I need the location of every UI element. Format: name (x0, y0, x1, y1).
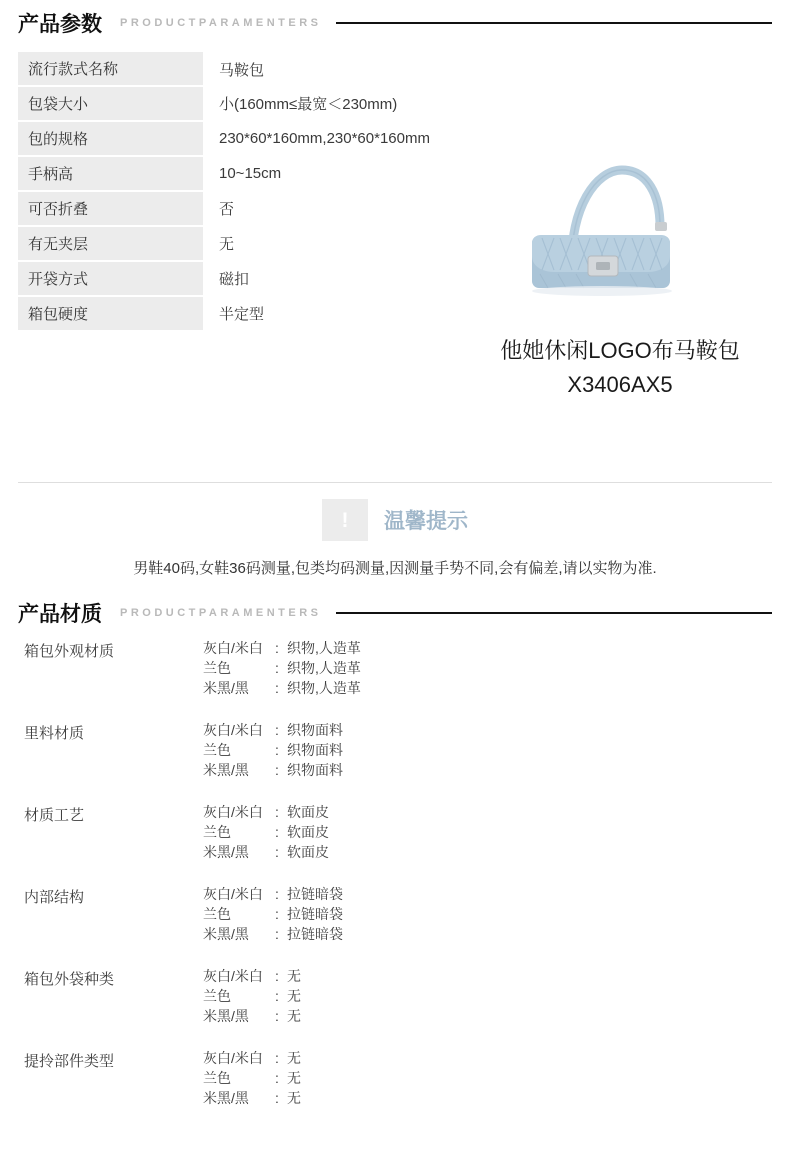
material-separator: : (275, 988, 279, 1004)
material-line (203, 638, 772, 658)
material-separator: : (275, 1070, 279, 1086)
material-value: 织物面料 (287, 742, 343, 758)
material-values (203, 802, 772, 862)
material-separator: : (275, 722, 279, 738)
list-item (18, 720, 772, 780)
material-value: 软面皮 (287, 824, 329, 840)
material-color: 米黑/黑 (203, 762, 249, 778)
material-label: 里料材质 (24, 725, 85, 742)
material-line (203, 822, 772, 842)
product-code: X3406AX5 (567, 372, 673, 398)
material-color: 米黑/黑 (203, 1090, 249, 1106)
param-key: 有无夹层 (18, 226, 203, 261)
param-key: 手柄高 (18, 156, 203, 191)
material-label: 材质工艺 (24, 807, 85, 824)
material-line (203, 1048, 772, 1068)
material-values (203, 1048, 772, 1108)
section-header-materials (0, 598, 790, 628)
material-value: 软面皮 (287, 844, 329, 860)
table-row (18, 226, 508, 261)
section-title-cn: 产品材质 (18, 603, 102, 626)
material-color: 兰色 (203, 824, 231, 840)
param-value: 无 (203, 226, 508, 261)
table-row (18, 121, 508, 156)
material-line (203, 884, 772, 904)
header-divider (336, 22, 772, 24)
material-label: 箱包外观材质 (24, 643, 115, 660)
material-separator: : (275, 640, 279, 656)
material-color: 灰白/米白 (203, 1050, 263, 1066)
material-separator: : (275, 660, 279, 676)
material-line (203, 924, 772, 944)
param-value: 小(160mm≤最宽＜230mm) (203, 86, 508, 121)
material-color: 米黑/黑 (203, 680, 249, 696)
material-label: 内部结构 (24, 889, 85, 906)
material-label: 提拎部件类型 (24, 1053, 115, 1070)
param-value: 10~15cm (203, 156, 508, 191)
material-line (203, 904, 772, 924)
material-separator: : (275, 844, 279, 860)
list-item (18, 1048, 772, 1108)
list-item (18, 802, 772, 862)
material-color: 灰白/米白 (203, 722, 263, 738)
material-value: 织物,人造革 (287, 640, 361, 656)
material-color: 灰白/米白 (203, 640, 263, 656)
saddle-bag-photo-icon (510, 148, 730, 308)
param-key: 包袋大小 (18, 86, 203, 121)
list-item (18, 638, 772, 698)
section-header-params (0, 8, 790, 38)
exclamation-glyph: ! (341, 508, 349, 532)
param-value: 半定型 (203, 296, 508, 331)
table-row (18, 156, 508, 191)
param-value: 230*60*160mm,230*60*160mm (203, 121, 508, 156)
material-separator: : (275, 1090, 279, 1106)
material-separator: : (275, 926, 279, 942)
material-separator: : (275, 968, 279, 984)
material-separator: : (275, 886, 279, 902)
material-separator: : (275, 804, 279, 820)
materials-list (0, 628, 790, 1108)
material-values (203, 638, 772, 698)
material-value: 织物面料 (287, 762, 343, 778)
param-value: 磁扣 (203, 261, 508, 296)
exclamation-icon (322, 499, 368, 541)
material-color: 兰色 (203, 742, 231, 758)
material-value: 无 (287, 988, 301, 1004)
tips-text: 男鞋40码,女鞋36码测量,包类均码测量,因测量手势不同,会有偏差,请以实物为准. (133, 560, 657, 577)
param-key: 流行款式名称 (18, 52, 203, 86)
material-color: 兰色 (203, 660, 231, 676)
param-key: 可否折叠 (18, 191, 203, 226)
table-row (18, 52, 508, 86)
material-color: 灰白/米白 (203, 968, 263, 984)
material-value: 无 (287, 968, 301, 984)
material-line (203, 720, 772, 740)
material-color: 米黑/黑 (203, 844, 249, 860)
tips-header (18, 499, 772, 541)
section-title-en: PRODUCTPARAMENTERS (120, 607, 322, 619)
param-key: 箱包硬度 (18, 296, 203, 331)
product-detail-page (0, 8, 790, 1158)
material-line (203, 1088, 772, 1108)
material-color: 米黑/黑 (203, 926, 249, 942)
material-separator: : (275, 742, 279, 758)
param-key: 包的规格 (18, 121, 203, 156)
material-value: 织物面料 (287, 722, 343, 738)
material-value: 无 (287, 1070, 301, 1086)
material-line (203, 740, 772, 760)
params-table (18, 52, 508, 332)
material-line (203, 986, 772, 1006)
param-value: 否 (203, 191, 508, 226)
material-line (203, 658, 772, 678)
table-row (18, 191, 508, 226)
material-values (203, 884, 772, 944)
material-line (203, 802, 772, 822)
material-color: 兰色 (203, 1070, 231, 1086)
material-value: 织物,人造革 (287, 660, 361, 676)
material-separator: : (275, 906, 279, 922)
material-line (203, 966, 772, 986)
material-value: 无 (287, 1090, 301, 1106)
material-color: 灰白/米白 (203, 804, 263, 820)
material-line (203, 1068, 772, 1088)
material-value: 软面皮 (287, 804, 329, 820)
material-line (203, 678, 772, 698)
table-row (18, 261, 508, 296)
table-row (18, 296, 508, 331)
section-title-cn: 产品参数 (18, 13, 102, 36)
material-value: 拉链暗袋 (287, 926, 343, 942)
material-label: 箱包外袋种类 (24, 971, 115, 988)
tips-title: 温馨提示 (384, 510, 468, 533)
material-value: 无 (287, 1008, 301, 1024)
material-values (203, 720, 772, 780)
material-value: 拉链暗袋 (287, 886, 343, 902)
material-values (203, 966, 772, 1026)
material-color: 兰色 (203, 988, 231, 1004)
material-color: 灰白/米白 (203, 886, 263, 902)
material-value: 拉链暗袋 (287, 906, 343, 922)
tips-divider (18, 482, 772, 483)
param-value: 马鞍包 (203, 52, 508, 86)
material-line (203, 760, 772, 780)
material-separator: : (275, 762, 279, 778)
section-title-en: PRODUCTPARAMENTERS (120, 17, 322, 29)
param-key: 开袋方式 (18, 261, 203, 296)
product-figure (470, 148, 770, 402)
material-separator: : (275, 680, 279, 696)
material-separator: : (275, 824, 279, 840)
header-divider (336, 612, 772, 614)
product-title: 他她休闲LOGO布马鞍包 (500, 338, 740, 363)
material-color: 米黑/黑 (203, 1008, 249, 1024)
material-separator: : (275, 1050, 279, 1066)
material-line (203, 842, 772, 862)
material-value: 无 (287, 1050, 301, 1066)
table-row (18, 86, 508, 121)
material-value: 织物,人造革 (287, 680, 361, 696)
list-item (18, 966, 772, 1026)
material-separator: : (275, 1008, 279, 1024)
material-line (203, 1006, 772, 1026)
tips-section (0, 482, 790, 578)
material-color: 兰色 (203, 906, 231, 922)
list-item (18, 884, 772, 944)
